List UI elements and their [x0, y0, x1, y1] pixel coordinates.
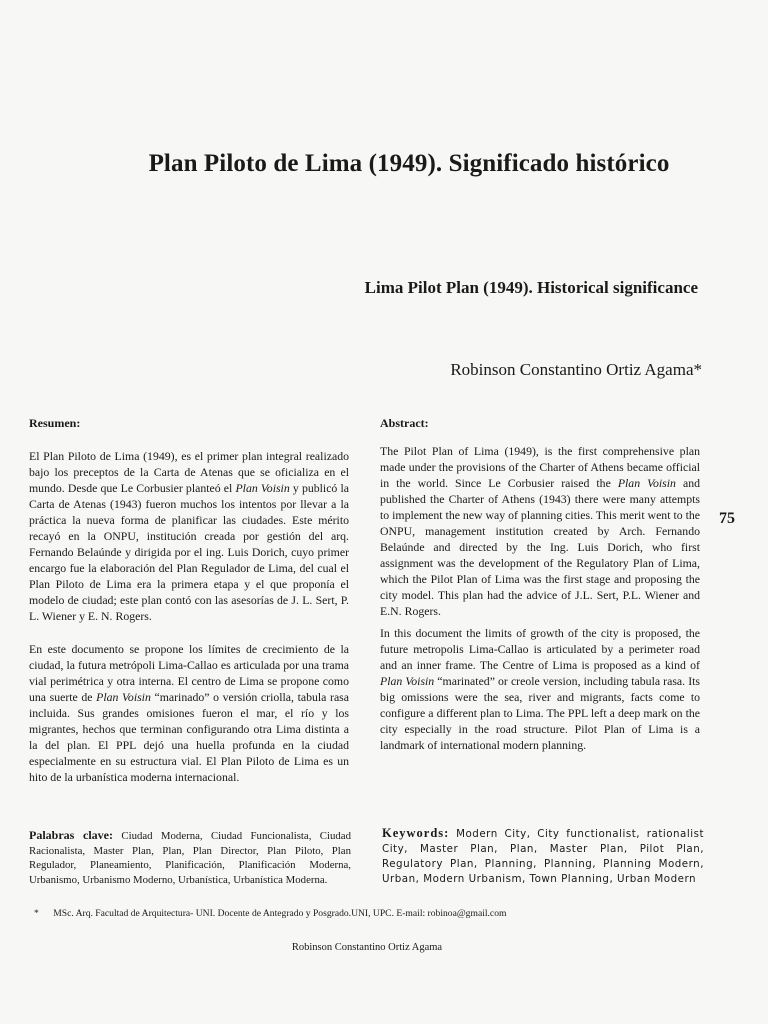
keywords-spanish-text: Ciudad Moderna, Ciudad Funcionalista, Ciudad Racionalista, Master Plan, Plan, Plan Director, Plan Piloto, Plan Regulador, Planeamiento, Planificación, Planificación Moderna, Urbanismo, Urbanismo Moderno, Urbanística, Urbanística Moderna. — [29, 830, 351, 886]
footnote-marker: * — [34, 908, 39, 919]
resumen-heading: Resumen: — [29, 416, 81, 430]
english-subtitle: Lima Pilot Plan (1949). Historical significance — [364, 278, 698, 297]
author-name: Robinson Constantino Ortiz Agama* — [450, 360, 702, 379]
keywords-english — [382, 826, 704, 887]
keywords-spanish — [29, 828, 351, 887]
keywords-english-label: Keywords: — [382, 826, 450, 840]
italic-term: Plan Voisin — [380, 674, 435, 688]
keywords-english-text: Modern City, City functionalist, rationalist City, Master Plan, Plan, Master Plan, Pilot Plan, Regulatory Plan, Planning, Planning, Planning Modern, Urban, Modern Urbanism, Town Planning, Urban Modern — [382, 828, 704, 885]
abstract-paragraph-1 — [380, 443, 700, 619]
abstract-paragraph-2 — [380, 625, 700, 753]
page-title: Plan Piloto de Lima (1949). Significado histórico — [148, 150, 670, 177]
keywords-spanish-label: Palabras clave: — [29, 828, 113, 842]
resumen-paragraph-2 — [29, 641, 349, 785]
abstract-paragraph-text: In this document the limits of growth of the city is proposed, the future metropolis Lima-Callao is articulated by a perimeter road and an inner frame. The Centre of Lima is proposed as a kind of Plan Voisin “marinated” or creole version, including tabula rasa. Its big omissions were the sea, river and migrants, facts come to configure a different plan to Lima. The PPL left a deep mark on the city especially in the road structure. Pilot Plan of Lima is a landmark of international modern planning. — [380, 626, 700, 752]
resumen-paragraph-text: El Plan Piloto de Lima (1949), es el primer plan integral realizado bajo los preceptos de la Carta de Atenas que se oficializa en el mundo. Desde que Le Corbusier planteó el Plan Voisin y publicó la Carta de Atenas (1943) fueron muchos los intentos por llevar a la práctica la nueva forma de planificar las ciudades. Este mérito recayó en la ONPU, institución creada por gestión del arq. Fernando Belaúnde y dirigida por el ing. Luis Dorich, cuyo primer encargo fue la elaboración del Plan Regulador de Lima, del cual el Plan Piloto de Lima era la primera etapa y el que proponía el modelo de ciudad; este plan contó con las asesorías de J. L. Sert, P. L. Wiener y E. N. Rogers. — [29, 449, 349, 623]
resumen-paragraph-text: En este documento se propone los límites de crecimiento de la ciudad, la futura metrópoli Lima-Callao es articulada por una trama vial perimétrica y otra interna. El centro de Lima se propone como una suerte de Plan Voisin “marinado” o versión criolla, tabula rasa incluida. Sus grandes omisiones fueron el mar, el río y los migrantes, hechos que terminan configurando otra Lima distinta a la del plan. El PPL dejó una huella profunda en la ciudad especialmente en su estructura vial. El Plan Piloto de Lima es un hito de la urbanística moderna internacional. — [29, 642, 350, 784]
abstract-heading: Abstract: — [380, 416, 429, 430]
italic-term: Plan Voisin — [617, 476, 676, 490]
running-footer: Robinson Constantino Ortiz Agama — [291, 942, 443, 953]
author-footnote — [34, 908, 506, 919]
italic-term: Plan Voisin — [235, 481, 290, 495]
footnote-text: MSc. Arq. Facultad de Arquitectura- UNI. Docente de Antegrado y Posgrado.UNI, UPC. E-mail: robinoa@gmail.com — [53, 908, 507, 919]
italic-term: Plan Voisin — [96, 690, 151, 704]
abstract-paragraph-text: The Pilot Plan of Lima (1949), is the first comprehensive plan made under the provisions of the Charter of Athens became official in the world. Since Le Corbusier raised the Plan Voisin and published the Charter of Athens (1943) there were many attempts to implement the new way of planning cities. This merit went to the ONPU, management institution created by Arch. Fernando Belaúnde and directed by the Ing. Luis Dorich, who first assignment was the development of the Regulatory Plan of Lima, which the Pilot Plan of Lima was the first stage and proposing the city model. This plan had the advice of J.L. Sert, P.L. Wiener and E.N. Rogers. — [380, 444, 700, 618]
page-number: 75 — [719, 510, 735, 527]
resumen-paragraph-1 — [29, 448, 349, 624]
